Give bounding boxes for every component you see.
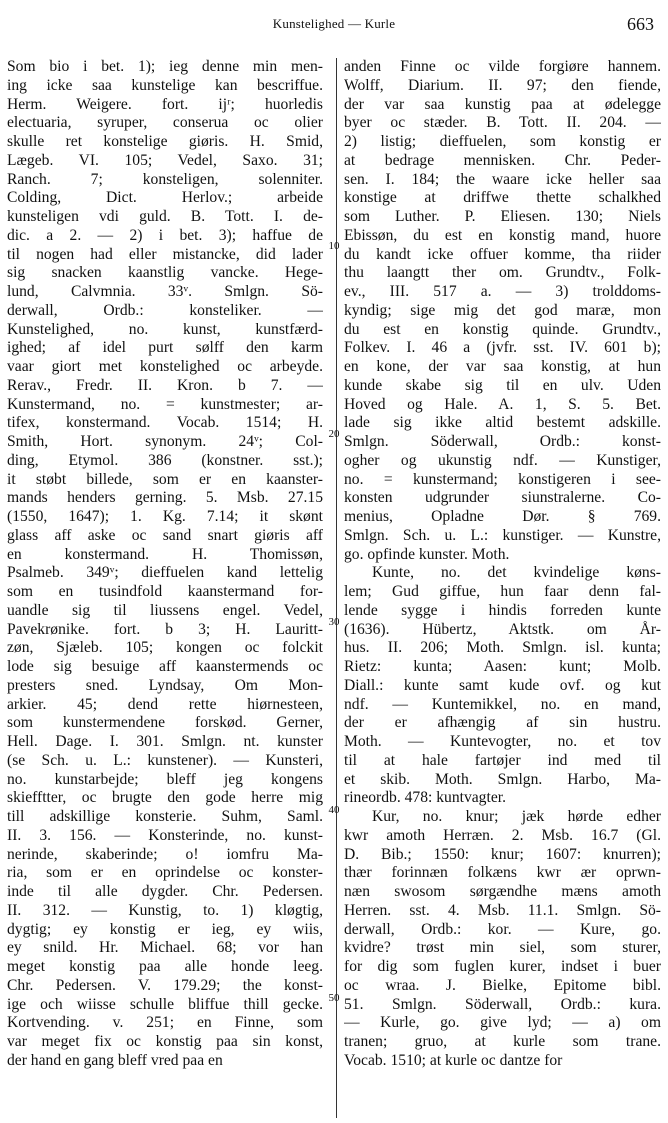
text-line: Kur, no. knur; jæk hørde edher (372, 808, 661, 825)
text-line: go. opfinde kunster. Moth. (344, 545, 510, 563)
text-line: Smlgn. Sch. u. L.: kunstiger. — Kunstre, (344, 526, 661, 544)
text-line: 51. Smlgn. Söderwall, Ordb.: kura. (344, 995, 661, 1013)
text-line: lem; Gud giffue, hun faar denn fal- (344, 583, 661, 600)
text-line: skulle ret konstelige giøris. H. Smid, (7, 133, 323, 150)
text-line: uandle sig til liussens engel. Vedel, (7, 601, 323, 619)
text-line: lode sig besuige aff kaanstermends oc (7, 658, 323, 675)
text-line: lade sig ikke altid bestemt adskille. (344, 414, 661, 432)
text-line: kwr amoth Herræn. 2. Msb. 16.7 (Gl. (344, 826, 661, 844)
text-line: ria, som er en oprindelse oc konster- (7, 864, 323, 882)
text-line: kunsteligen vdi guld. B. Tott. I. de- (7, 208, 323, 225)
text-line: Hell. Dage. I. 301. Smlgn. nt. kunster (7, 733, 323, 750)
text-line: du kandt icke offuer komme, tha riider (344, 245, 661, 263)
text-line: II. 3. 156. — Konsterinde, no. kunst- (7, 826, 323, 844)
text-line: Rerav., Fredr. II. Kron. b 7. — (7, 376, 323, 394)
text-line: no. = kunstermand; konstigeren i see- (344, 470, 661, 488)
text-line: it støbt billede, som er en kaanster- (7, 470, 323, 488)
text-line: sen. I. 184; the waare icke heller saa (344, 170, 661, 188)
text-line: lund, Calvmnia. 33ᵛ. Smlgn. Sö- (7, 283, 323, 300)
text-line: oc wraa. J. Bielke, Epitome bibl. (344, 976, 661, 994)
text-line: tranen; gruo, at kurle som trane. (344, 1033, 661, 1050)
text-line: derwall, Ordb.: konsteliker. — (7, 301, 323, 319)
text-line: 2) listig; dieffuelen, som konstig er (344, 133, 661, 150)
text-line: lende sygge i hindis forreden kunte (344, 601, 661, 619)
text-line: som en tusindfold kaanstermand for- (7, 583, 323, 600)
text-line: der er afhængig af sin hustru. (344, 714, 661, 732)
text-line: hus. II. 206; Moth. Smlgn. isl. kunta; (344, 639, 661, 657)
text-line: Smith, Hort. synonym. 24ᵛ; Col- (7, 433, 323, 450)
text-line: dygtig; ey konstig er ieg, ey wiis, (7, 920, 323, 938)
text-line: kunde skabe sig til en ulv. Uden (344, 376, 661, 394)
text-line: Rietz: kunta; Aasen: kunt; Molb. (344, 658, 661, 675)
text-line: Moth. — Kuntevogter, no. et tov (344, 733, 661, 750)
text-line: konstige at driffwe thette schalkhed (344, 189, 661, 207)
text-line: inde til alle dygder. Chr. Pedersen. (7, 883, 323, 900)
text-line: Folkev. I. 46 a (jvfr. sst. IV. 601 b); (344, 339, 661, 357)
text-line: no. kunstarbejde; bleff jeg kongens (7, 770, 323, 788)
right-column (344, 58, 661, 1071)
text-line: thær forinnæn folkæns kwr ær oprwn- (344, 864, 661, 882)
text-line: Smlgn. Söderwall, Ordb.: konst- (344, 433, 661, 450)
text-line: (se Sch. u. L.: kunstener). — Kunsteri, (7, 751, 323, 769)
text-line: du est en konstig quinde. Grundtv., (344, 320, 661, 338)
text-line: for dig som fuglen kurer, indset i buer (344, 958, 661, 975)
text-line: — Kurle, go. give lyd; — a) om (344, 1014, 661, 1032)
text-line: ev., III. 517 a. — 3) trolddoms- (344, 283, 661, 300)
text-line: glass aff aske oc sand snart giøris aff (7, 526, 323, 544)
text-line: konsten udgrunder siunstralerne. Co- (344, 489, 661, 507)
text-line: Vocab. 1510; at kurle oc dantze for (344, 1051, 563, 1069)
text-line: Psalmeb. 349ᵛ; dieffuelen kand lettelig (7, 564, 323, 582)
text-line: var meget fix oc konstig paa sin konst, (7, 1033, 323, 1050)
running-head: Kunstelighed — Kurle (272, 16, 396, 31)
margin-line-number: 50 (328, 992, 340, 1004)
text-line: Chr. Pedersen. V. 179.29; the konst- (7, 976, 323, 994)
text-line: arkier. 45; dend rette hiørnesteen, (7, 695, 323, 713)
text-line: rineordb. 478: kuntvagter. (344, 789, 506, 807)
text-line: skiefftter, oc brugte den gode herre mig (7, 789, 323, 807)
text-line: næn swosom sørgændhe mæns amoth (344, 883, 661, 900)
text-line: anden Finne oc vilde forgiøre hannem. (344, 58, 661, 75)
text-line: mands henders gerning. 5. Msb. 27.15 (7, 489, 323, 507)
text-line: D. Bib.; 1550: knur; 1607: knurren); (344, 845, 661, 863)
text-line: Kunstermand, no. = kunstmester; ar- (7, 395, 323, 413)
margin-line-number: 30 (328, 616, 340, 628)
text-line: dic. a 2. — 2) i bet. 3); haffue de (7, 226, 323, 244)
text-line: til at hale fartøjer ind med til (344, 751, 661, 769)
left-column (7, 58, 323, 1071)
column-divider (336, 58, 337, 1118)
text-line: ding, Etymol. 386 (konstner. sst.); (7, 451, 323, 469)
text-line: ing icke saa kunstelige kan bescriffue. (7, 76, 323, 94)
text-line: Kunte, no. det kvindelige køns- (372, 564, 661, 582)
text-line: derwall, Ordb.: kor. — Kure, go. (344, 920, 661, 938)
text-line: zøn, Sjæleb. 105; kongen oc folckit (7, 639, 323, 657)
text-line: meget konstig paa alle honde leeg. (7, 958, 323, 975)
text-line: electuaria, syruper, conserua oc olier (7, 114, 323, 132)
page-number: 663 (627, 14, 654, 34)
text-line: Pavekrønike. fort. b 3; H. Lauritt- (7, 620, 323, 638)
margin-line-number: 10 (328, 240, 340, 252)
text-line: Som bio i bet. 1); ieg denne min men- (7, 58, 323, 75)
text-line: Lægeb. VI. 105; Vedel, Saxo. 31; (7, 151, 323, 169)
text-line: Herm. Weigere. fort. ijʳ; huorledis (7, 95, 323, 113)
text-line: Hoved og Hale. A. 1, S. 5. Bet. (344, 395, 661, 413)
margin-line-number: 20 (328, 428, 340, 440)
text-line: Colding, Dict. Herlov.; arbeide (7, 189, 323, 207)
text-line: presters sned. Lyndsay, Om Mon- (7, 676, 323, 694)
text-line: der var saa kunstig paa at ødelegge (344, 95, 661, 113)
text-line: (1636). Hübertz, Aktstk. om År- (344, 620, 661, 638)
text-line: kvidre? trøst min siel, som sturer, (344, 939, 661, 957)
text-line: byer oc stæder. B. Tott. II. 204. — (344, 114, 661, 132)
text-line: II. 312. — Kunstig, to. 1) kløgtig, (7, 901, 323, 919)
text-line: der hand en gang bleff vred paa en (7, 1051, 223, 1069)
text-line: (1550, 1647); 1. Kg. 7.14; it skønt (7, 508, 323, 525)
text-line: kyndig; sige mig det god maræ, mon (344, 301, 661, 319)
text-line: sig snacken kaanstlig vancke. Hege- (7, 264, 323, 282)
text-line: Ranch. 7; konsteligen, solenniter. (7, 170, 323, 188)
text-line: som kunstermendene forskød. Gerner, (7, 714, 323, 732)
text-line: ige och wiisse schulle bliffue thill gecke. (7, 995, 323, 1013)
margin-line-number: 40 (328, 804, 340, 816)
text-line: nerinde, skaberinde; o! iomfru Ma- (7, 845, 323, 863)
text-line: til nogen had eller mistancke, did lader (7, 245, 323, 263)
text-line: ighed; af idel purt sølff den karm (7, 339, 323, 357)
text-line: menius, Opladne Dør. § 769. (344, 508, 661, 525)
text-line: Kortvending. v. 251; en Finne, som (7, 1014, 323, 1032)
text-line: ey snild. Hr. Michael. 68; vor han (7, 939, 323, 957)
text-line: vaar giort met konstelighed oc arbeyde. (7, 358, 323, 375)
text-line: et skib. Moth. Smlgn. Harbo, Ma- (344, 770, 661, 788)
text-line: Herren. sst. 4. Msb. 11.1. Smlgn. Sö- (344, 901, 661, 919)
text-line: at bedrage mennisken. Chr. Peder- (344, 151, 661, 169)
text-line: Diall.: kunte samt kude ovf. og kut (344, 676, 661, 694)
text-line: till adskillige konsterie. Suhm, Saml. (7, 808, 323, 825)
text-line: ndf. — Kuntemikkel, no. en mand, (344, 695, 661, 713)
text-line: Ebissøn, du est en konstig mand, huore (344, 226, 661, 244)
text-line: thu laangtt ther om. Grundtv., Folk- (344, 264, 661, 282)
text-line: tifex, konstermand. Vocab. 1514; H. (7, 414, 323, 432)
page-header (0, 14, 668, 40)
text-line: Wolff, Diarium. II. 97; den fiende, (344, 76, 661, 94)
text-line: en kone, der var saa konstig, at hun (344, 358, 661, 375)
text-line: en konstermand. H. Thomissøn, (7, 545, 323, 563)
text-line: ogher og ukunstig ndf. — Kunstiger, (344, 451, 661, 469)
text-line: som Luther. P. Eliesen. 130; Niels (344, 208, 661, 225)
text-line: Kunstelighed, no. kunst, kunstfærd- (7, 320, 323, 338)
